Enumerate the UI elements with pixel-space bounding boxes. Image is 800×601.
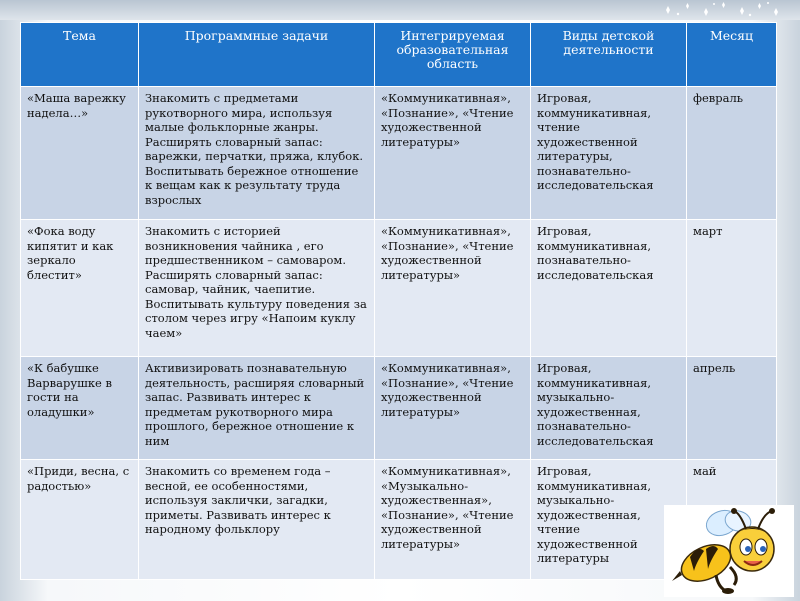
education-plan-table [20, 22, 777, 580]
cell-theme: «Маша варежку надела…» [21, 87, 139, 220]
cell-activity: Игровая, коммуникативная, познавательно-исследовательская [531, 220, 687, 357]
cell-theme: «Фока воду кипятит и как зеркало блестит» [21, 220, 139, 357]
table-row [21, 220, 777, 357]
top-gradient-band [0, 0, 800, 20]
table-row [21, 87, 777, 220]
cell-month: май [687, 460, 777, 580]
cell-month: апрель [687, 357, 777, 460]
cell-activity: Игровая, коммуникативная, музыкально-художественная, познавательно-исследовательская [531, 357, 687, 460]
cell-area: «Коммуникативная», «Музыкально-художественная», «Познание», «Чтение художественной литературы» [375, 460, 531, 580]
cell-theme: «Приди, весна, с радостью» [21, 460, 139, 580]
cell-tasks: Знакомить с предметами рукотворного мира, используя малые фольклорные жанры. Расширять словарный запас: варежки, перчатки, пряжа, клубок. Воспитывать бережное отношение к вещам как к результату труда взрослых [139, 87, 375, 220]
cell-area: «Коммуникативная», «Познание», «Чтение художественной литературы» [375, 220, 531, 357]
table-row [21, 357, 777, 460]
cell-tasks: Знакомить со временем года – весной, ее особенностями, используя заклички, загадки, приметы. Развивать интерес к народному фольклору [139, 460, 375, 580]
cell-area: «Коммуникативная», «Познание», «Чтение художественной литературы» [375, 87, 531, 220]
cell-area: «Коммуникативная», «Познание», «Чтение художественной литературы» [375, 357, 531, 460]
header-tasks: Программные задачи [139, 23, 375, 87]
cell-theme: «К бабушке Варварушке в гости на оладушки» [21, 357, 139, 460]
cell-tasks: Активизировать познавательную деятельность, расширяя словарный запас. Развивать интерес к предметам рукотворного мира прошлого, бережное отношение к ним [139, 357, 375, 460]
header-month: Месяц [687, 23, 777, 87]
header-activity: Виды детской деятельности [531, 23, 687, 87]
sparkles-icon [656, 0, 786, 20]
cell-month: февраль [687, 87, 777, 220]
cell-activity: Игровая, коммуникативная, чтение художественной литературы, познавательно-исследовательская [531, 87, 687, 220]
bee-icon [664, 505, 794, 597]
header-theme: Тема [21, 23, 139, 87]
table-header-row [21, 23, 777, 87]
cell-tasks: Знакомить с историей возникновения чайника , его предшественником – самоваром. Расширять словарный запас: самовар, чайник, чаепитие. Воспитывать культуру поведения за столом через игру «Напоим куклу чаем» [139, 220, 375, 357]
bee-illustration [664, 505, 794, 597]
cell-activity: Игровая, коммуникативная, музыкально-художественная, чтение художественной литературы [531, 460, 687, 580]
cell-month: март [687, 220, 777, 357]
header-area: Интегрируемая образовательная область [375, 23, 531, 87]
